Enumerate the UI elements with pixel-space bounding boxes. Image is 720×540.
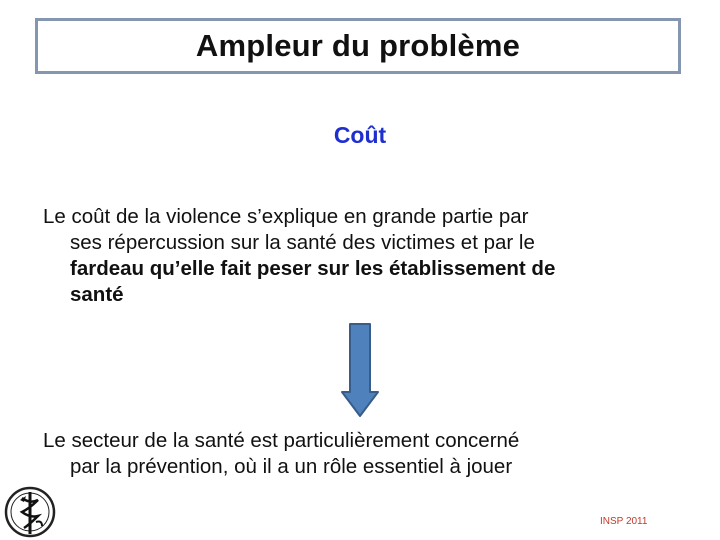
paragraph-cost	[43, 204, 663, 308]
footer-credit: INSP 2011	[600, 516, 648, 527]
paragraph-health-sector	[43, 428, 663, 480]
paragraph-line: santé	[70, 283, 124, 306]
caduceus-emblem-icon	[2, 478, 56, 540]
paragraph-line: Le coût de la violence s’explique en grande partie par	[43, 205, 529, 228]
slide-subtitle	[0, 122, 720, 149]
paragraph-line: par la prévention, où il a un rôle essentiel à jouer	[70, 455, 513, 478]
title-box	[35, 18, 681, 74]
slide-title: Ampleur du problème	[195, 28, 521, 63]
paragraph-line: ses répercussion sur la santé des victimes et par le	[70, 231, 535, 254]
paragraph-line: fardeau qu’elle fait peser sur les établissement de	[70, 257, 556, 280]
down-arrow-icon	[340, 322, 380, 418]
subtitle-text: Coût	[333, 122, 387, 148]
paragraph-line: Le secteur de la santé est particulièrement concerné	[43, 429, 520, 452]
